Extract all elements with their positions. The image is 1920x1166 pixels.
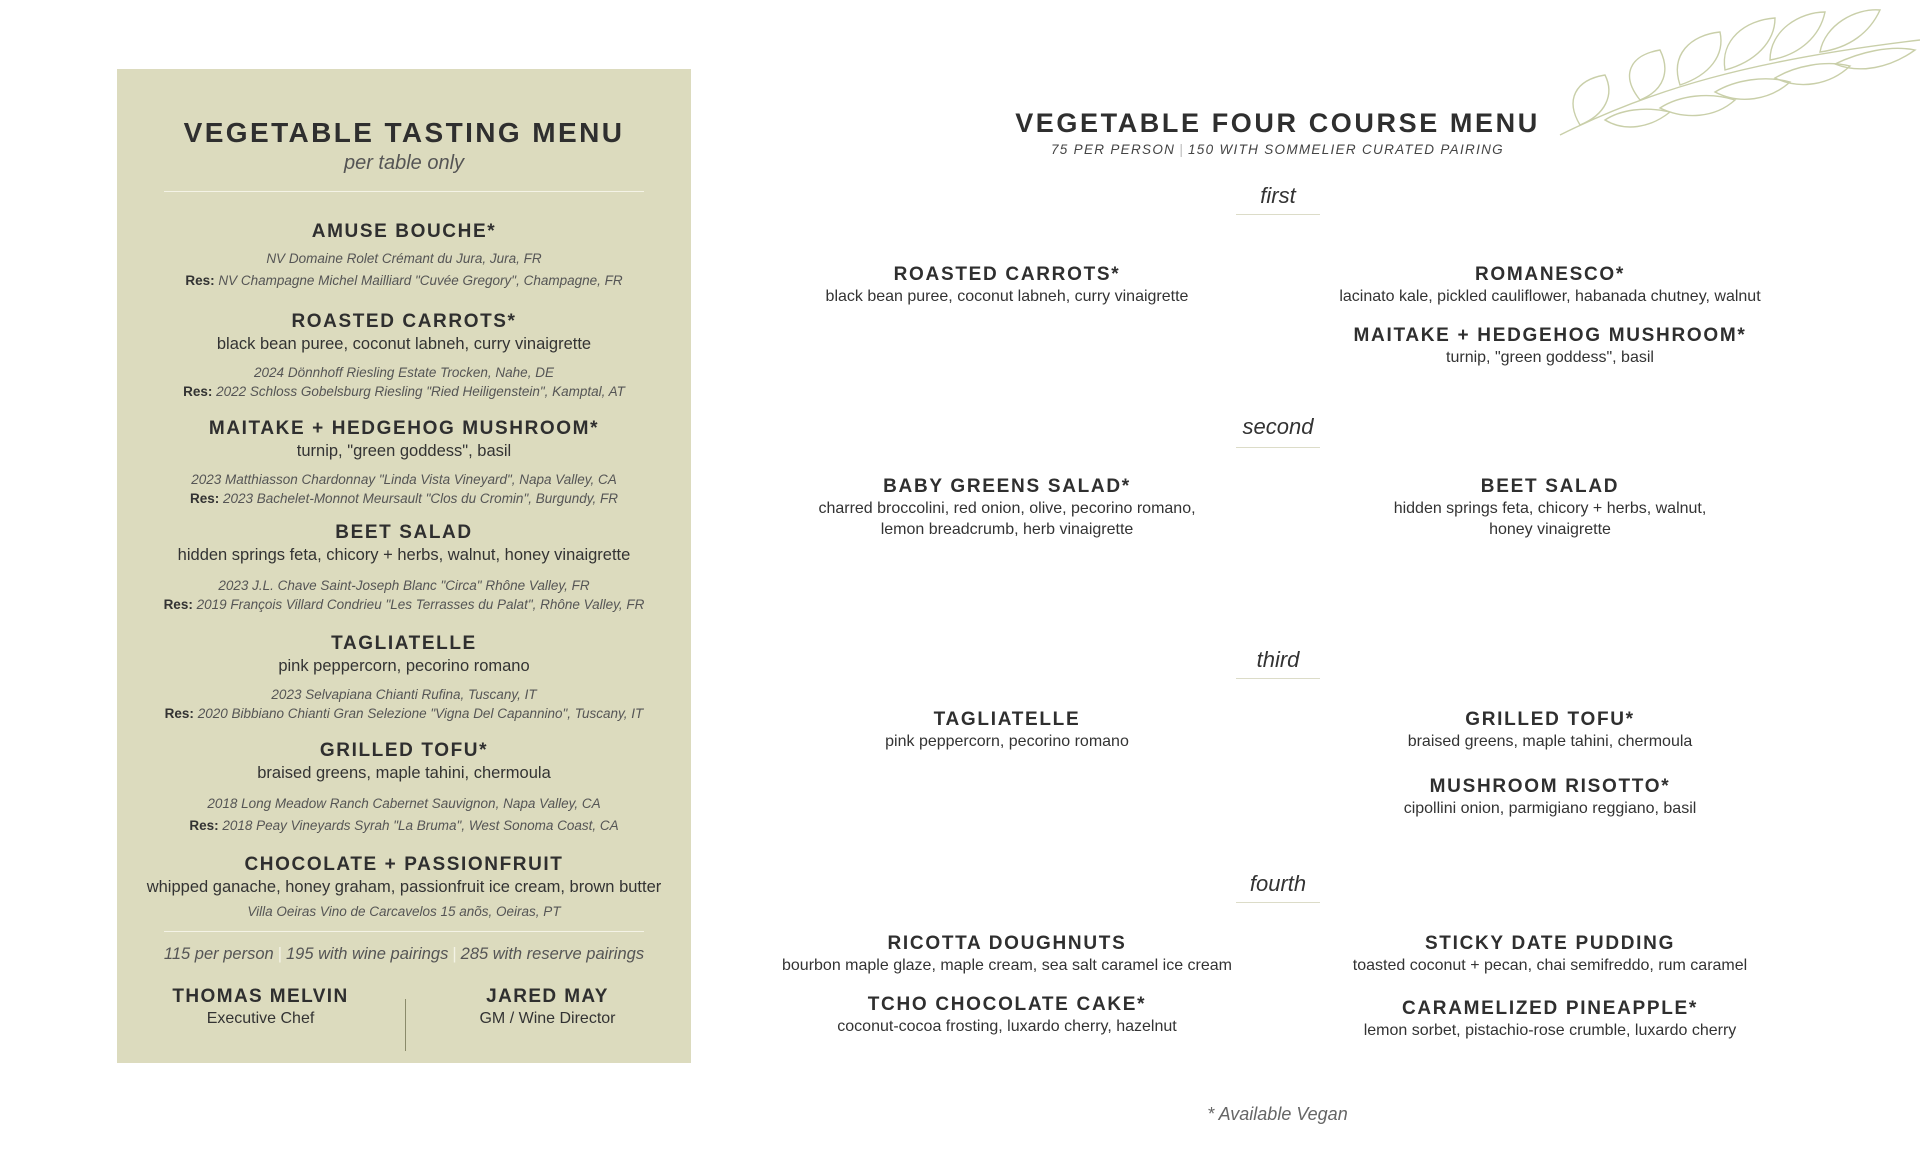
dish-name: ROMANESCO* (1474, 264, 1625, 285)
dish-name: ROASTED CARROTS* (893, 264, 1121, 285)
section-label-third: third (1256, 647, 1300, 672)
dish-description: bourbon maple glaze, maple cream, sea salt caramel ice cream (782, 957, 1232, 974)
reserve-pairing (117, 489, 691, 508)
four-course-menu-title: VEGETABLE FOUR COURSE MENU (1015, 108, 1540, 138)
dish-name: MAITAKE + HEDGEHOG MUSHROOM* (1353, 325, 1747, 346)
tasting-course (117, 633, 691, 723)
dish-description: coconut-cocoa frosting, luxardo cherry, hazelnut (837, 1018, 1177, 1035)
dish (772, 263, 1242, 307)
dish (1315, 932, 1785, 976)
price-per-person: 115 per person (163, 945, 274, 963)
course-name: TAGLIATELLE (331, 633, 477, 654)
dish-name: GRILLED TOFU* (1465, 709, 1635, 730)
dish-description: turnip, "green goddess", basil (1446, 349, 1654, 366)
staff-chef (117, 986, 404, 1030)
staff-role: GM / Wine Director (479, 1010, 616, 1027)
staff-wine-director (404, 986, 691, 1030)
dish-description: toasted coconut + pecan, chai semifreddo, rum caramel (1352, 957, 1748, 974)
dish-name: BABY GREENS SALAD* (883, 476, 1131, 497)
dish-description: hidden springs feta, chicory + herbs, walnut, (1393, 500, 1707, 517)
tasting-course (117, 311, 691, 401)
tasting-course (117, 522, 691, 614)
reserve-label: Res: (189, 818, 219, 833)
dish (1315, 708, 1785, 752)
dish (1315, 475, 1785, 540)
reserve-label: Res: (164, 706, 194, 721)
course-description: whipped ganache, honey graham, passionfruit ice cream, brown butter (146, 878, 662, 896)
course-description: black bean puree, coconut labneh, curry vinaigrette (216, 335, 592, 353)
reserve-label: Res: (183, 384, 213, 399)
dish-name: TCHO CHOCOLATE CAKE* (867, 994, 1147, 1015)
dish-name: CARAMELIZED PINEAPPLE* (1401, 998, 1699, 1019)
dish-description: lemon sorbet, pistachio-rose crumble, luxardo cherry (1363, 1022, 1737, 1039)
staff-name: JARED MAY (486, 986, 609, 1007)
dish-description: lemon breadcrumb, herb vinaigrette (880, 521, 1134, 538)
dish-description: cipollini onion, parmigiano reggiano, basil (1403, 800, 1697, 817)
tasting-pricing (117, 945, 691, 964)
dish (772, 932, 1242, 976)
price-separator: | (1179, 142, 1184, 157)
tasting-course (117, 740, 691, 835)
price-separator: | (452, 945, 457, 963)
dish-description: black bean puree, coconut labneh, curry vinaigrette (825, 288, 1189, 305)
dish (772, 708, 1242, 752)
wine-pairing: 2018 Long Meadow Ranch Cabernet Sauvignon, Napa Valley, CA (207, 796, 601, 811)
price-per-person: 75 PER PERSON (1050, 142, 1176, 157)
vegan-footnote: * Available Vegan (1207, 1104, 1348, 1124)
price-wine-pairings: 195 with wine pairings (286, 945, 449, 963)
dish-name: STICKY DATE PUDDING (1424, 933, 1676, 954)
course-description: pink peppercorn, pecorino romano (278, 657, 530, 675)
reserve-pairing (117, 595, 691, 614)
dish-description: lacinato kale, pickled cauliflower, habanada chutney, walnut (1339, 288, 1761, 305)
reserve-label: Res: (185, 273, 215, 288)
price-with-pairing: 150 WITH SOMMELIER CURATED PAIRING (1188, 142, 1504, 157)
four-course-menu-subtitle (1000, 142, 1555, 157)
reserve-pairing (117, 816, 691, 835)
divider (164, 191, 644, 192)
course-name: GRILLED TOFU* (319, 740, 489, 761)
reserve-label: Res: (163, 597, 193, 612)
dish-description: braised greens, maple tahini, chermoula (1407, 733, 1693, 750)
tasting-menu-title: VEGETABLE TASTING MENU (183, 117, 625, 148)
dish (772, 993, 1242, 1037)
reserve-label: Res: (189, 491, 220, 506)
course-name: ROASTED CARROTS* (291, 311, 517, 332)
tasting-course (117, 854, 691, 921)
dish-name: RICOTTA DOUGHNUTS (887, 933, 1127, 954)
reserve-wine: 2020 Bibbiano Chianti Gran Selezione "Vigna Del Capannino", Tuscany, IT (197, 706, 644, 721)
olive-branch-icon (1520, 0, 1920, 145)
course-name: AMUSE BOUCHE* (311, 221, 497, 242)
dish-description: charred broccolini, red onion, olive, pecorino romano, (818, 500, 1196, 517)
reserve-pairing (117, 271, 691, 290)
reserve-wine: 2022 Schloss Gobelsburg Riesling "Ried Heiligenstein", Kamptal, AT (216, 384, 625, 399)
dish-name: MUSHROOM RISOTTO* (1429, 776, 1671, 797)
tasting-course (117, 418, 691, 508)
tasting-course (117, 221, 691, 290)
section-label-first: first (1260, 183, 1296, 208)
section-label-second: second (1242, 414, 1314, 439)
divider (1236, 902, 1320, 903)
tasting-menu-subtitle: per table only (343, 152, 465, 174)
divider (1236, 447, 1320, 448)
price-reserve-pairings: 285 with reserve pairings (460, 945, 645, 963)
reserve-wine: 2023 Bachelet-Monnot Meursault "Clos du Cromin", Burgundy, FR (223, 491, 619, 506)
wine-pairing: 2023 Matthiasson Chardonnay "Linda Vista Vineyard", Napa Valley, CA (191, 472, 617, 487)
price-separator: | (277, 945, 282, 963)
dish-name: TAGLIATELLE (933, 709, 1081, 730)
divider (1236, 678, 1320, 679)
dish-description: honey vinaigrette (1489, 521, 1611, 538)
dish (1315, 775, 1785, 819)
staff-role: Executive Chef (206, 1010, 315, 1027)
reserve-pairing (117, 382, 691, 401)
divider (1236, 214, 1320, 215)
divider (164, 931, 644, 932)
reserve-wine: 2018 Peay Vineyards Syrah "La Bruma", West Sonoma Coast, CA (222, 818, 619, 833)
course-description: turnip, "green goddess", basil (296, 442, 512, 460)
dish (1315, 324, 1785, 368)
wine-pairing: Villa Oeiras Vino de Carcavelos 15 anõs, Oeiras, PT (247, 904, 561, 919)
wine-pairing: 2023 J.L. Chave Saint-Joseph Blanc "Circa" Rhône Valley, FR (218, 578, 590, 593)
course-description: hidden springs feta, chicory + herbs, walnut, honey vinaigrette (177, 546, 631, 564)
dish (772, 475, 1242, 540)
dish-description: pink peppercorn, pecorino romano (885, 733, 1129, 750)
dish-name: BEET SALAD (1480, 476, 1620, 497)
course-name: MAITAKE + HEDGEHOG MUSHROOM* (208, 418, 600, 439)
course-name: CHOCOLATE + PASSIONFRUIT (244, 854, 564, 875)
course-description: braised greens, maple tahini, chermoula (257, 764, 551, 782)
staff-name: THOMAS MELVIN (172, 986, 349, 1007)
wine-pairing: 2024 Dönnhoff Riesling Estate Trocken, Nahe, DE (254, 365, 554, 380)
wine-pairing: 2023 Selvapiana Chianti Rufina, Tuscany, IT (271, 687, 537, 702)
reserve-wine: 2019 François Villard Condrieu "Les Terrasses du Palat", Rhône Valley, FR (196, 597, 645, 612)
course-name: BEET SALAD (335, 522, 473, 543)
wine-pairing: NV Domaine Rolet Crémant du Jura, Jura, FR (266, 251, 542, 266)
dish (1315, 997, 1785, 1041)
reserve-wine: NV Champagne Michel Mailliard "Cuvée Gregory", Champagne, FR (218, 273, 623, 288)
section-label-fourth: fourth (1249, 871, 1307, 896)
dish (1315, 263, 1785, 307)
tasting-menu-panel (117, 69, 691, 1063)
reserve-pairing (117, 704, 691, 723)
